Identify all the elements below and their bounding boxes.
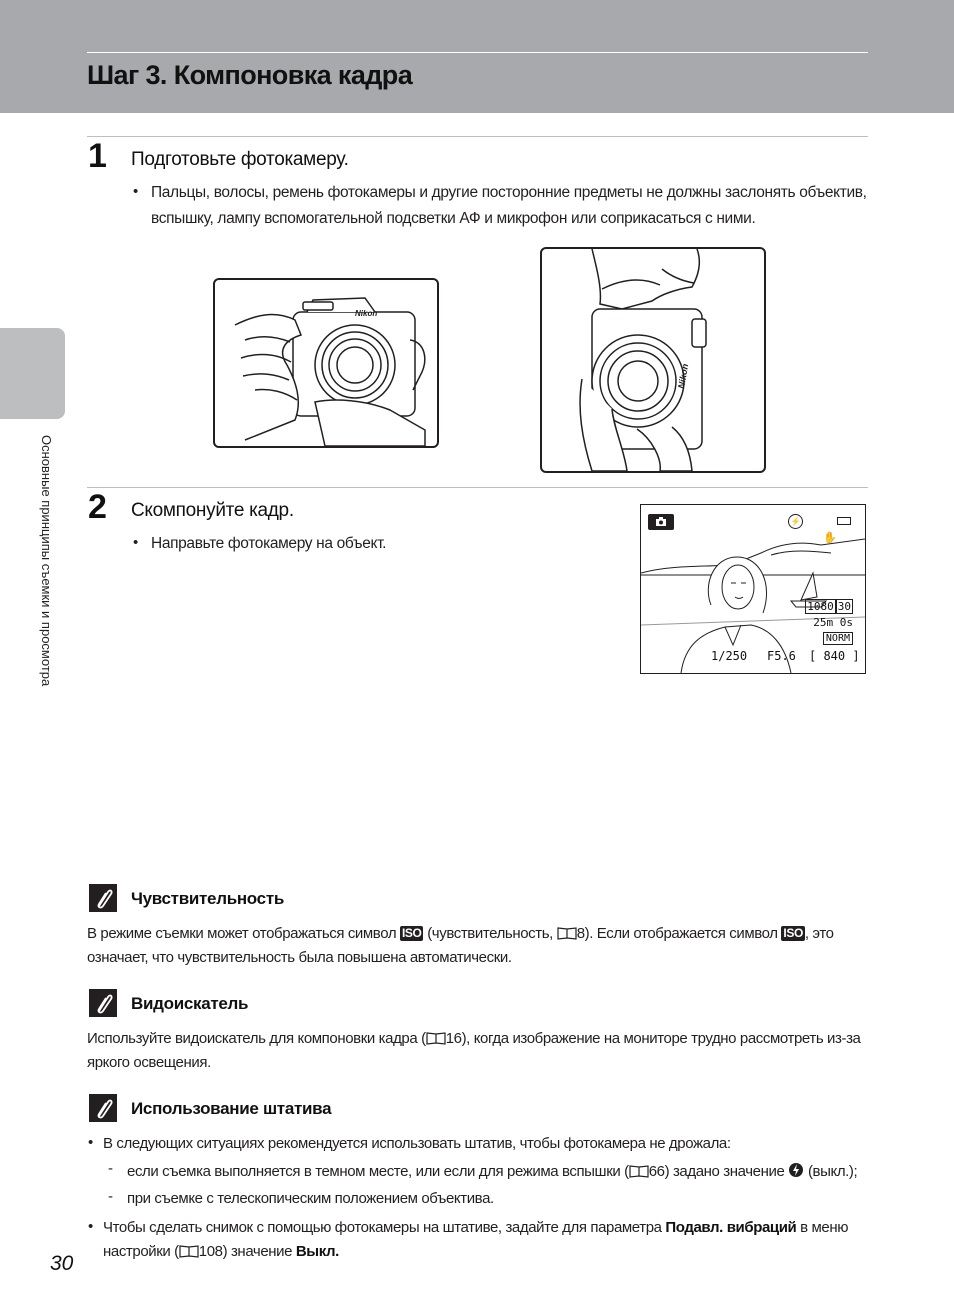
step2-bullet: Направьте фотокамеру на объект. <box>151 535 387 552</box>
note-icon <box>89 884 117 912</box>
video-mode-readout <box>805 600 853 613</box>
iso-icon: ISO <box>401 926 422 940</box>
note-text-part: если съемка выполняется в темном месте, или если для режима вспышки ( <box>127 1163 629 1180</box>
dash-marker: - <box>108 1160 113 1177</box>
note-text-part: Чтобы сделать снимок с помощью фотокамеры на штативе, задайте для параметра <box>103 1219 666 1236</box>
tripod-dash-2: при съемке с телескопическим положением объектива. <box>127 1190 494 1207</box>
note-title-viewfinder: Видоискатель <box>131 994 249 1013</box>
side-tab <box>0 328 65 419</box>
image-quality: NORM <box>823 632 853 645</box>
video-mode: 1080 <box>807 600 834 613</box>
bullet-dot: • <box>133 183 139 200</box>
page-number: 30 <box>50 1252 74 1275</box>
note-text-part: яркого освещения. <box>87 1054 211 1071</box>
bullet-dot: • <box>88 1218 94 1235</box>
bullet-dot: • <box>133 534 139 551</box>
page-ref[interactable]: 66 <box>648 1163 665 1180</box>
page-header <box>0 0 954 113</box>
video-fps: 30 <box>837 600 851 613</box>
book-icon <box>426 1031 446 1045</box>
note-text-part: В режиме съемки может отображаться символ <box>87 925 400 942</box>
note-text-part: (чувствительность, <box>423 925 557 942</box>
note-title-sensitivity: Чувствительность <box>131 889 284 908</box>
note-text-part: Используйте видоискатель для компоновки кадра ( <box>87 1030 426 1047</box>
shots-remaining: [ 840 ] <box>809 649 860 663</box>
note-text-part: в меню <box>796 1219 849 1236</box>
header-rule <box>87 52 868 53</box>
tripod-bullet-1: В следующих ситуациях рекомендуется использовать штатив, чтобы фотокамера не дрожала: <box>103 1135 731 1152</box>
aperture: F5.6 <box>767 649 796 663</box>
note-text-part: настройки ( <box>103 1243 179 1260</box>
shots-remaining-value: 840 <box>823 649 846 663</box>
flash-off-icon: ⚡ <box>788 514 803 529</box>
tripod-bullet-2 <box>103 1216 867 1264</box>
note-icon <box>89 989 117 1017</box>
side-tab-label: Основные принципы съемки и просмотра <box>39 435 54 687</box>
note-icon <box>89 1094 117 1122</box>
note-text-part: ) задано значение <box>664 1163 789 1180</box>
note-text-part: ), когда изображение на мониторе трудно рассмотреть из-за <box>461 1030 861 1047</box>
setting-value: Выкл. <box>295 1243 339 1260</box>
vibration-reduction-icon: ✋ <box>823 532 837 544</box>
note-text-part: (выкл.); <box>804 1163 858 1180</box>
brand-label-vertical: Nikon <box>676 362 691 390</box>
battery-icon <box>837 517 851 525</box>
shutter-speed: 1/250 <box>711 649 748 663</box>
time-remaining: 25m 0s <box>813 616 853 629</box>
page-ref[interactable]: 108 <box>198 1243 223 1260</box>
step1-bullet-line1: Пальцы, волосы, ремень фотокамеры и другие посторонние предметы не должны заслонять объектив, <box>151 184 867 201</box>
note-text-viewfinder <box>87 1027 867 1075</box>
note-text-part: , это <box>804 925 834 942</box>
flash-off-icon <box>788 1162 804 1178</box>
note-text-part: означает, что чувствительность была повышена автоматически. <box>87 949 512 966</box>
note-title-tripod: Использование штатива <box>131 1099 332 1118</box>
book-icon <box>557 926 577 940</box>
note-text-sensitivity <box>87 922 867 970</box>
tripod-dash-1 <box>127 1160 867 1184</box>
page-title: Шаг 3. Компоновка кадра <box>87 60 413 90</box>
step2-title: Скомпонуйте кадр. <box>131 500 294 521</box>
brand-label: Nikon <box>355 309 378 318</box>
step2-number: 2 <box>88 488 107 526</box>
note-text-part: ) значение <box>222 1243 296 1260</box>
camera-mode-icon <box>648 514 674 530</box>
setting-name: Подавл. вибраций <box>665 1219 797 1236</box>
step1-rule <box>87 136 868 137</box>
monitor-preview <box>640 504 866 674</box>
camera-hold-illustration-front <box>213 278 439 448</box>
book-icon <box>629 1164 649 1178</box>
iso-icon: ISO <box>783 926 803 940</box>
camera-hold-illustration-vertical <box>540 247 766 473</box>
step1-number: 1 <box>88 137 107 175</box>
book-icon <box>179 1244 199 1258</box>
page-ref[interactable]: 8 <box>576 925 585 942</box>
step1-bullet-line2: вспышку, лампу вспомогательной подсветки АФ и микрофон или соприкасаться с ними. <box>151 210 756 227</box>
page-ref[interactable]: 16 <box>445 1030 462 1047</box>
note-text-part: ). Если отображается символ <box>584 925 782 942</box>
dash-marker: - <box>108 1188 113 1205</box>
step2-rule <box>87 487 868 488</box>
step1-title: Подготовьте фотокамеру. <box>131 149 349 170</box>
bullet-dot: • <box>88 1134 94 1151</box>
